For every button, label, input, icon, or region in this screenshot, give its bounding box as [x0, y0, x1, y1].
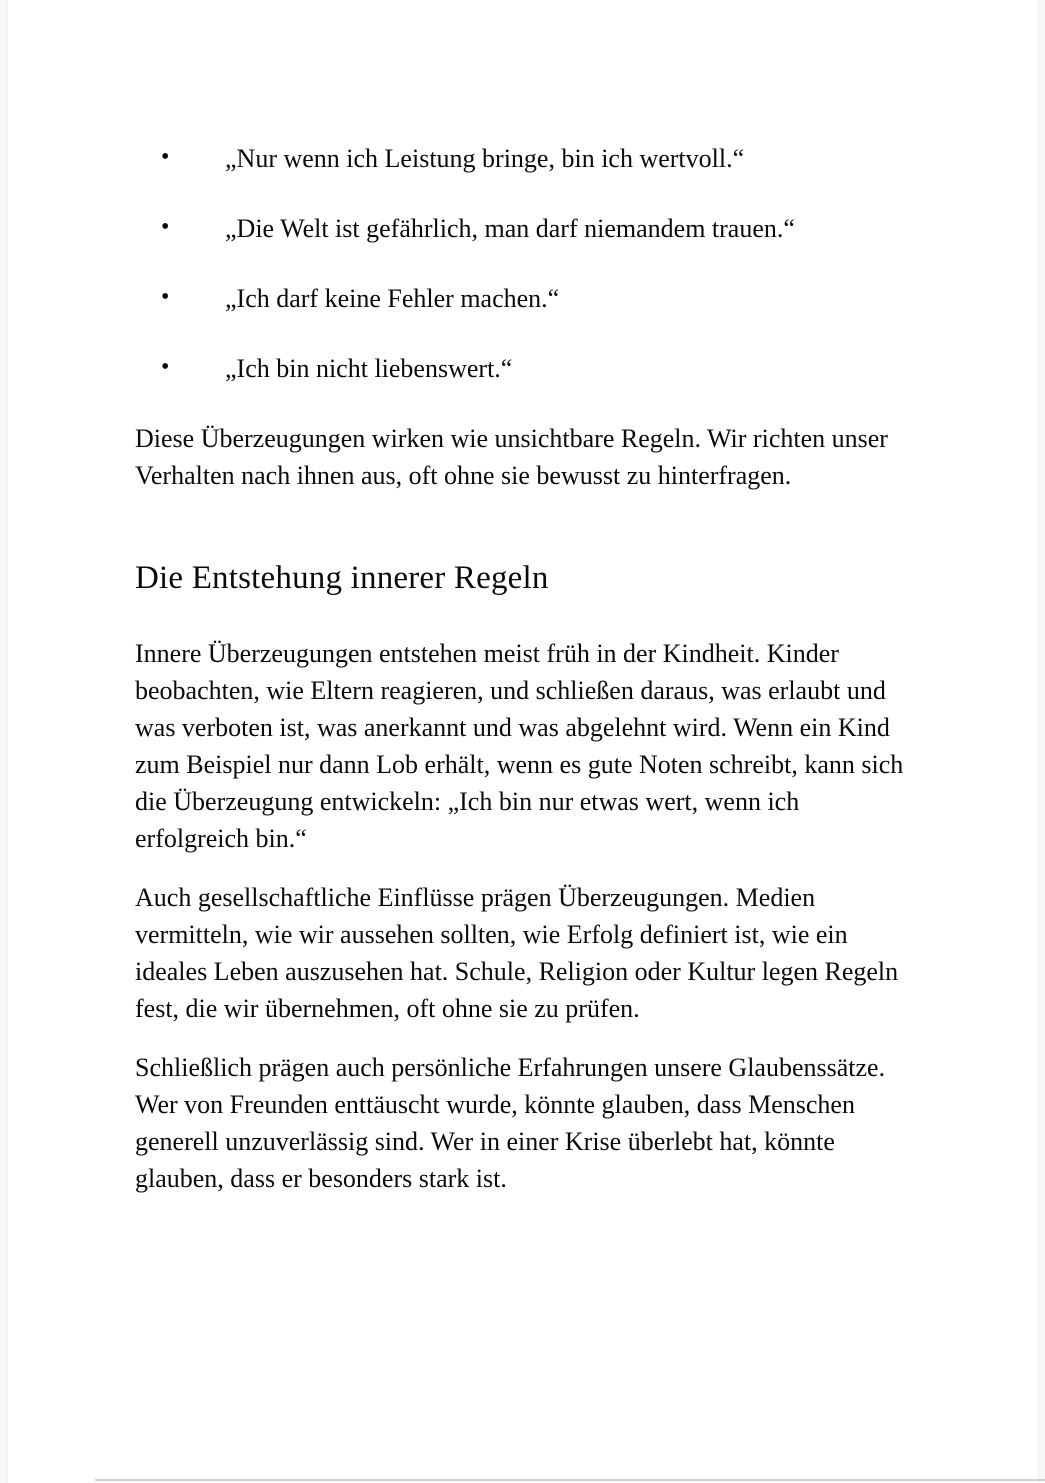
list-item [135, 140, 913, 177]
section-heading: Die Entstehung innerer Regeln [135, 560, 549, 596]
list-item-text: „Die Welt ist gefährlich, man darf niemandem trauen.“ [225, 214, 795, 243]
page-edge-bottom [95, 1479, 1045, 1481]
body-paragraph: Innere Überzeugungen entstehen meist früh in der Kindheit. Kinder beobachten, wie Eltern reagieren, und schließen daraus, was erlaubt und was verboten ist, was anerkannt und was abgelehnt wird. Wenn ein Kind zum Beispiel nur dann Lob erhält, wenn es gute Noten schreibt, kann sich die Überzeugung entwickeln: „Ich bin nur etwas wert, wenn ich erfolgreich bin.“ [135, 639, 904, 853]
belief-bullet-list [135, 140, 913, 387]
bullet-icon: • [161, 284, 170, 310]
list-item [135, 210, 913, 247]
page-edge-left [0, 0, 8, 1483]
list-item-text: „Ich bin nicht liebenswert.“ [225, 354, 513, 383]
bullet-icon: • [161, 214, 170, 240]
list-item [135, 280, 913, 317]
body-paragraph: Auch gesellschaftliche Einflüsse prägen Überzeugungen. Medien vermitteln, wie wir aussehen sollten, wie Erfolg definiert ist, wie ein ideales Leben auszusehen hat. Schule, Religion oder Kultur legen Regeln fest, die wir übernehmen, oft ohne sie zu prüfen. [135, 883, 899, 1023]
intro-paragraph: Diese Überzeugungen wirken wie unsichtbare Regeln. Wir richten unser Verhalten nach ihnen aus, oft ohne sie bewusst zu hinterfragen. [135, 424, 888, 490]
page-edge-right [1038, 0, 1045, 1483]
bullet-icon: • [161, 354, 170, 380]
bullet-icon: • [161, 144, 170, 170]
body-paragraph: Schließlich prägen auch persönliche Erfahrungen unsere Glaubenssätze. Wer von Freunden enttäuscht wurde, könnte glauben, dass Menschen generell unzuverlässig sind. Wer in einer Krise überlebt hat, könnte glauben, dass er besonders stark ist. [135, 1053, 886, 1193]
list-item [135, 350, 913, 387]
list-item-text: „Nur wenn ich Leistung bringe, bin ich wertvoll.“ [225, 144, 745, 173]
list-item-text: „Ich darf keine Fehler machen.“ [225, 284, 560, 313]
document-content [135, 140, 913, 1219]
